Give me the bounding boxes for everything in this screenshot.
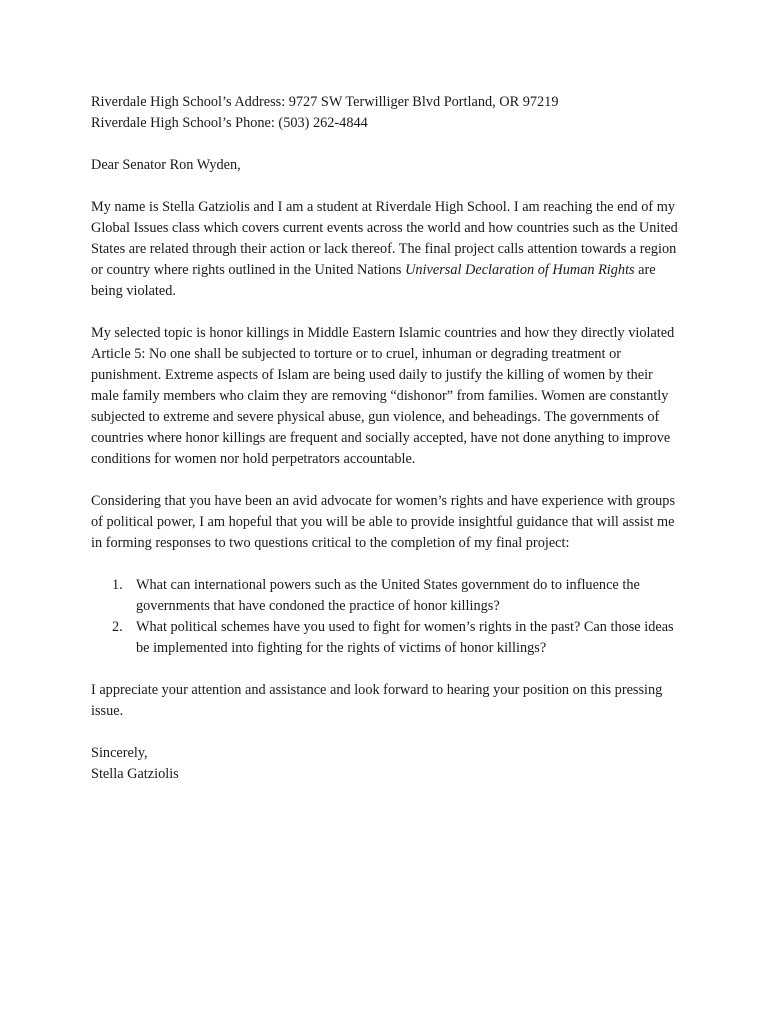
question-text: What political schemes have you used to fight for women’s rights in the past? Can those ideas be implemented into fighting for the rights of victims of honor killings? — [136, 619, 674, 656]
school-phone-line: Riverdale High School’s Phone: (503) 262-4844 — [91, 115, 368, 131]
topic-paragraph: My selected topic is honor killings in Middle Eastern Islamic countries and how they directly violated Article 5: No one shall be subjected to torture or to cruel, inhuman or degrading treatment or punishment. Extreme aspects of Islam are being used daily to justify the killing of women by their male family members who claim they are removing “dishonor” from families. Women are constantly subjected to extreme and severe physical abuse, gun violence, and beheadings. The governments of countries where honor killings are frequent and socially accepted, have not done anything to improve conditions for women nor hold perpetrators accountable. — [91, 325, 675, 467]
letter-body — [91, 92, 681, 785]
list-number: 1. — [112, 577, 123, 593]
closing-paragraph: I appreciate your attention and assistance and look forward to hearing your position on this pressing issue. — [91, 682, 663, 719]
question-list — [91, 575, 681, 659]
signature-name: Stella Gatziolis — [91, 766, 179, 782]
list-item — [91, 617, 681, 659]
question-text: What can international powers such as the United States government do to influence the governments that have condoned the practice of honor killings? — [136, 577, 640, 614]
request-paragraph: Considering that you have been an avid advocate for women’s rights and have experience with groups of political power, I am hopeful that you will be able to provide insightful guidance that will assist me in forming responses to two questions critical to the completion of my final project: — [91, 493, 676, 551]
salutation: Dear Senator Ron Wyden, — [91, 157, 241, 173]
declaration-title: Universal Declaration of Human Rights — [405, 262, 635, 278]
closing-word: Sincerely, — [91, 745, 148, 761]
list-number: 2. — [112, 619, 123, 635]
intro-text-before: My name is Stella Gatziolis and I am a student at Riverdale High School. I am reaching the end of my Global Issues class which covers current events across the world and how countries such as the United States are related through their action or lack thereof. The final project calls attention towards a region or country where rights outlined in the United Nations — [91, 199, 678, 278]
school-address-line: Riverdale High School’s Address: 9727 SW Terwilliger Blvd Portland, OR 97219 — [91, 94, 559, 110]
intro-text-after: are being violated. — [91, 262, 656, 299]
intro-paragraph — [91, 197, 681, 302]
list-item — [91, 575, 681, 617]
